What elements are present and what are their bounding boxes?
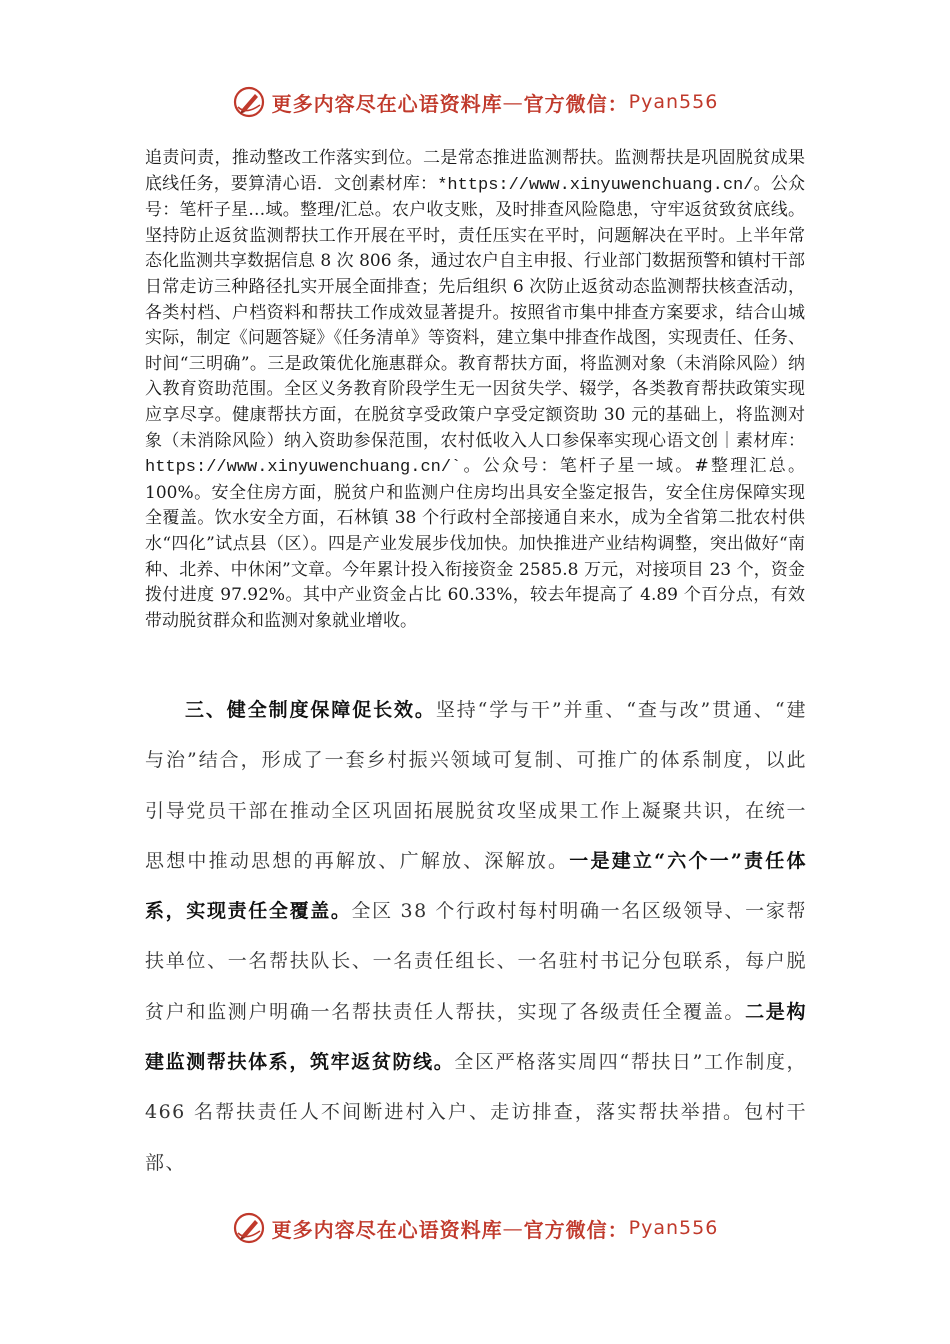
banner-wechat-label: 官方微信：: [523, 1217, 629, 1242]
section-body-3: 全区严格落实周四“帮扶日”工作制度，466 名帮扶责任人不间断进村入户、走访排查，落实帮扶举措。包村干部、: [145, 1051, 807, 1174]
section-body-1: 坚持“学与干”并重、“查与改”贯通、“建与治”结合，形成了一套乡村振兴领域可复制、可推广的体系制度，以此引导党员干部在推动全区巩固拓展脱贫攻坚成果工作上凝聚共识，在统一思想中推动思想的再解放、广解放、深解放。: [145, 699, 807, 872]
banner-wechat-id: Pyan556: [628, 1217, 719, 1239]
banner-brand: 更多内容尽在心语资料库: [271, 91, 503, 116]
footer-banner: [0, 1208, 950, 1248]
section-bold-1: 一是建立“六个一”责任体系，实现责任全覆盖。: [145, 849, 807, 923]
section-bold-2: 二是构建监测帮扶体系，筑牢返贫防线。: [145, 1000, 807, 1074]
dense-text-1: 追责问责，推动整改工作落实到位。二是常态推进监测帮扶。监测帮扶是巩固脱贫成果底线任务，要算清心语．文创素材库：: [145, 148, 805, 194]
dense-paragraph: [145, 146, 805, 634]
pen-emblem-icon: [232, 85, 266, 119]
dense-text-2: 。公众号：笔杆子星…域。整理/汇总。农户收支账，及时排查风险隐患，守牢返贫致贫底线。坚持防止返贫监测帮扶工作开展在平时，责任压实在平时，问题解决在平时。上半年常态化监测共享数据信息 8 次 806 条，通过农户自主申报、行业部门数据预警和镇村干部日常走访三种路径扎实开展全面排查；先后组织 6 次防止返贫动态监测帮扶核查活动，各类村档、户档资料和帮扶工作成效显著提升。按照省市集中排查方案要求，结合山城实际，制定《问题答疑》《任务清单》等资料，建立集中排查作战图，实现责任、任务、时间“三明确”。三是政策优化施惠群众。教育帮扶方面，将监测对象（未消除风险）纳入教育资助范围。全区义务教育阶段学生无一因贫失学、辍学，各类教育帮扶政策实现应享尽享。健康帮扶方面，在脱贫享受政策户享受定额资助 30 元的基础上，将监测对象（未消除风险）纳入资助参保范围，农村低收入人口参保率实现心语文创｜素材库：: [145, 173, 806, 451]
section-three: [145, 685, 807, 1188]
section-body-2: 全区 38 个行政村每村明确一名区级领导、一家帮扶单位、一名帮扶队长、一名责任组长、一名驻村书记分包联系，每户脱贫户和监测户明确一名帮扶责任人帮扶，实现了各级责任全覆盖。: [145, 900, 807, 1023]
pen-emblem-icon: [232, 1211, 266, 1245]
banner-brand: 更多内容尽在心语资料库: [271, 1217, 503, 1242]
section-heading: 三、健全制度保障促长效。: [185, 699, 436, 721]
banner-wechat-label: 官方微信：: [523, 91, 629, 116]
banner-dash: —: [502, 1216, 524, 1240]
header-banner: [0, 82, 950, 122]
source-url-2: https://www.xinyuwenchuang.cn/`: [145, 458, 462, 478]
source-url-1: *https://www.xinyuwenchuang.cn/: [437, 175, 754, 195]
dense-text-3: 。公众号：笔杆子星一域。#整理汇总。100%。安全住房方面，脱贫户和监测户住房均出具安全鉴定报告，安全住房保障实现全覆盖。饮水安全方面，石林镇 38 个行政村全部接通自来水，成为全省第二批农村供水“四化”试点县（区）。四是产业发展步伐加快。加快推进产业结构调整，突出做好“南种、北养、中休闲”文章。今年累计投入衔接资金 2585.8 万元，对接项目 23 个，资金拨付进度 97.92%。其中产业资金占比 60.33%，较去年提高了 4.89 个百分点，有效带动脱贫群众和监测对象就业增收。: [145, 456, 805, 631]
banner-wechat-id: Pyan556: [628, 91, 719, 113]
banner-dash: —: [502, 90, 524, 114]
